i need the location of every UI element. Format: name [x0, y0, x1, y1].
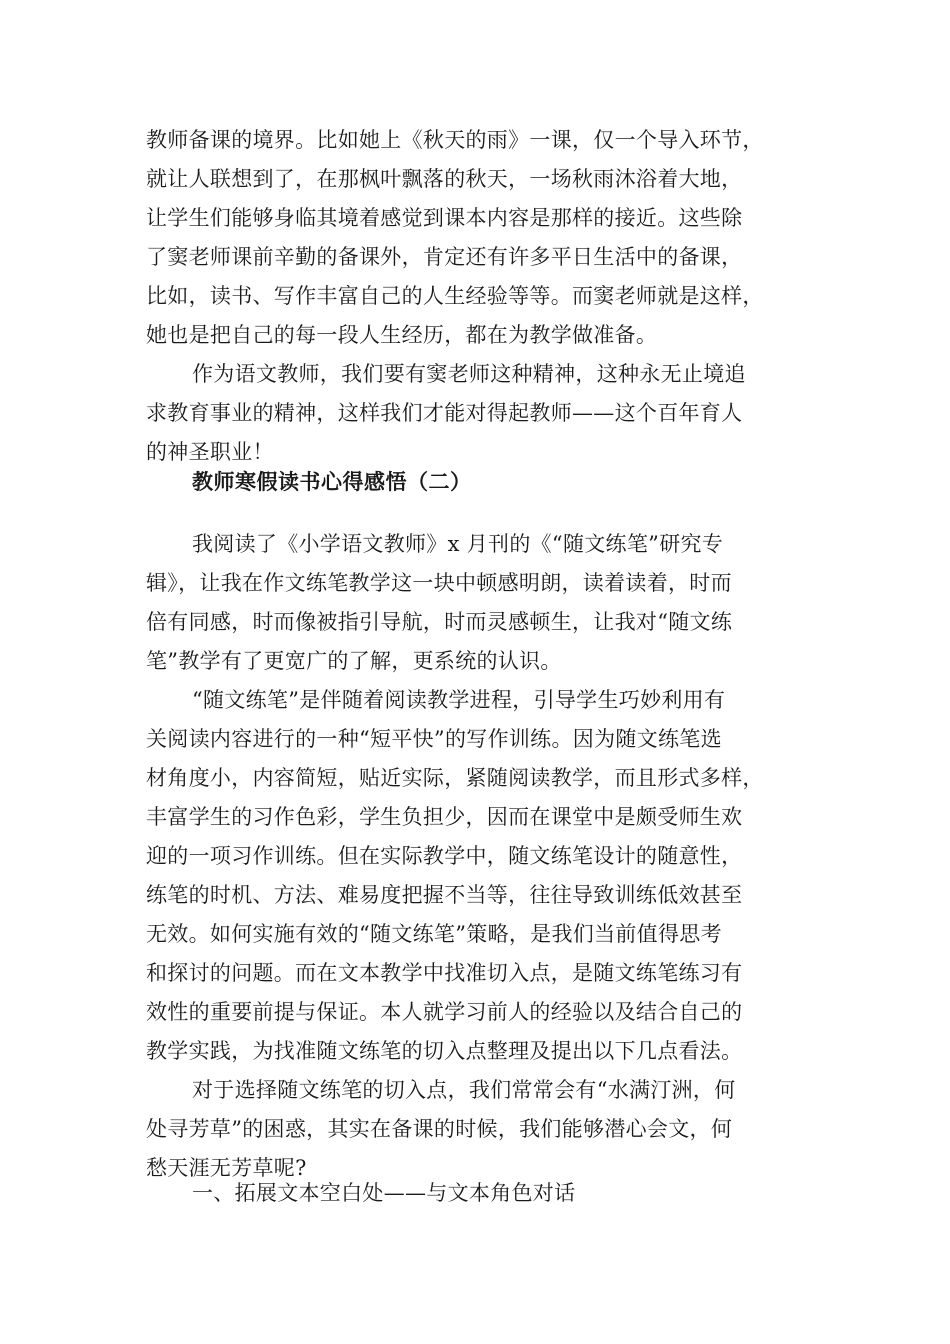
- text-line: “随文练笔”是伴随着阅读教学进程，引导学生巧妙利用有: [192, 688, 726, 712]
- text-line: 处寻芳草”的困惑，其实在备课的时候，我们能够潜心会文，何: [146, 1117, 733, 1141]
- text-line: 和探讨的问题。而在文本教学中找准切入点，是随文练笔练习有: [146, 961, 743, 985]
- text-line: 求教育事业的精神，这样我们才能对得起教师——这个百年育人: [146, 401, 743, 425]
- text-line: 关阅读内容进行的一种“短平快”的写作训练。因为随文练笔选: [146, 727, 722, 751]
- paragraph-2: [146, 355, 816, 472]
- text-line: 笔”教学有了更宽广的了解，更系统的认识。: [146, 649, 562, 673]
- paragraph-4: [146, 681, 816, 1071]
- text-line: 倍有同感，时而像被指引导航，时而灵感顿生，让我对“随文练: [146, 610, 733, 634]
- paragraph-5: [146, 1071, 816, 1188]
- text-line: 练笔的时机、方法、难易度把握不当等，往往导致训练低效甚至: [146, 883, 743, 907]
- subsection-heading: 一、拓展文本空白处——与文本角色对话: [192, 1181, 576, 1205]
- paragraph-3: [146, 525, 816, 681]
- text-line: 对于选择随文练笔的切入点，我们常常会有“水满汀洲，何: [192, 1078, 736, 1102]
- text-line: 的神圣职业！: [146, 440, 274, 464]
- section-heading: 教师寒假读书心得感悟（二）: [192, 469, 472, 494]
- text-line: 让学生们能够身临其境着感觉到课本内容是那样的接近。这些除: [146, 206, 743, 230]
- text-line: 辑》，让我在作文练笔教学这一块中顿感明朗，读着读着，时而: [146, 571, 732, 595]
- text-line: 比如，读书、写作丰富自己的人生经验等等。而窦老师就是这样，: [146, 284, 764, 308]
- text-line: 迎的一项习作训练。但在实际教学中，随文练笔设计的随意性，: [146, 844, 743, 868]
- text-line: 丰富学生的习作色彩，学生负担少，因而在课堂中是颇受师生欢: [146, 805, 743, 829]
- text-line: 材角度小，内容简短，贴近实际，紧随阅读教学，而且形式多样，: [146, 766, 764, 790]
- text-line: 教学实践，为找准随文练笔的切入点整理及提出以下几点看法。: [146, 1039, 743, 1063]
- text-line: 愁天涯无芳草呢?: [146, 1156, 307, 1180]
- text-line: 效性的重要前提与保证。本人就学习前人的经验以及结合自己的: [146, 1000, 743, 1024]
- text-line: 就让人联想到了，在那枫叶飘落的秋天，一场秋雨沐浴着大地，: [146, 167, 743, 191]
- text-line: 我阅读了《小学语文教师》x 月刊的《“随文练笔”研究专: [192, 532, 724, 556]
- text-line: 教师备课的境界。比如她上《秋天的雨》一课，仅一个导入环节，: [146, 128, 764, 152]
- text-line: 了窦老师课前辛勤的备课外，肯定还有许多平日生活中的备课，: [146, 245, 743, 269]
- text-line: 无效。如何实施有效的“随文练笔”策略，是我们当前值得思考: [146, 922, 722, 946]
- text-line: 作为语文教师，我们要有窦老师这种精神，这种永无止境追: [192, 362, 746, 386]
- paragraph-1: [146, 121, 816, 355]
- text-line: 她也是把自己的每一段人生经历，都在为教学做准备。: [146, 323, 658, 347]
